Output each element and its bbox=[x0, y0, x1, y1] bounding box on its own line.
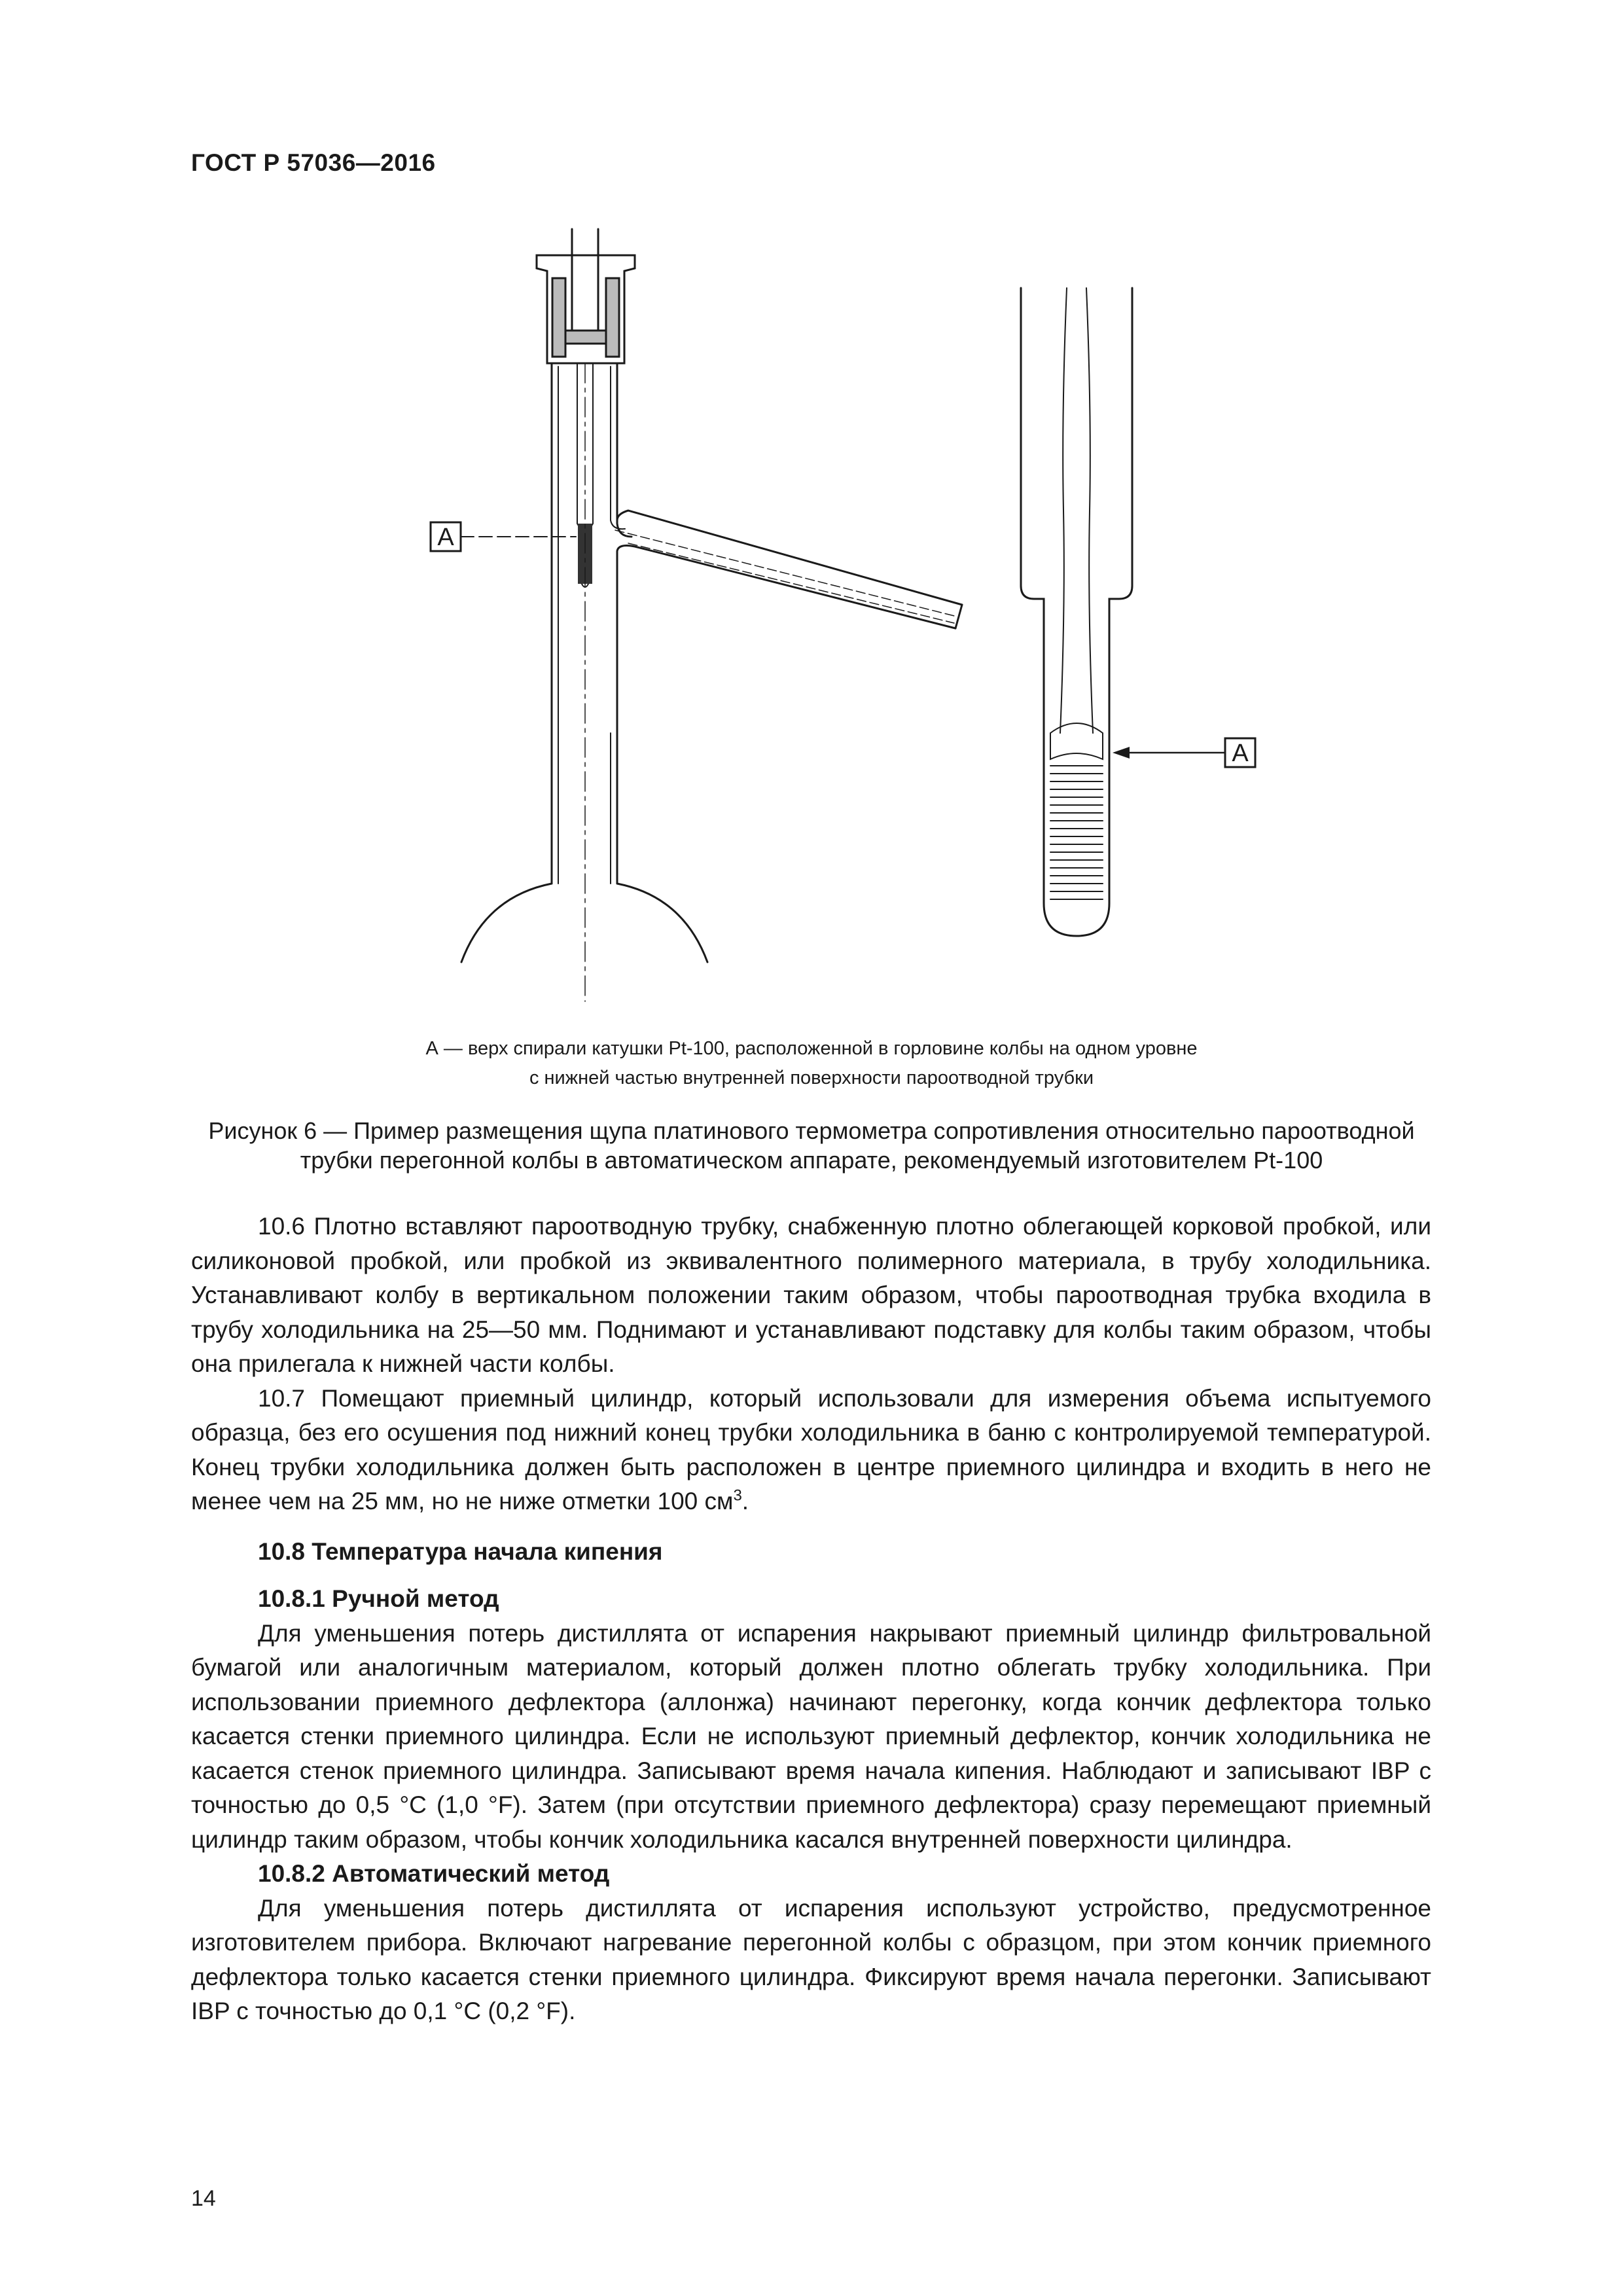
svg-text:A: A bbox=[1232, 740, 1249, 767]
legend-line-1: А — верх спирали катушки Pt-100, расположенной в горловине колбы на одном уровне bbox=[425, 1038, 1198, 1059]
paragraph-10-6: 10.6 Плотно вставляют пароотводную трубку, снабженную плотно облегающей корковой пробкой, или силиконовой пробкой, или пробкой из эквивалентного полимерного материала, в трубу холодильника. Устанавливают колбу в вертикальном положении таким образом, чтобы пароотводная трубка входила в трубу холодильника на 25—50 мм. Поднимают и устанавливают подставку для колбы таким образом, чтобы она прилегала к нижней части колбы. bbox=[191, 1213, 1431, 1377]
legend-line-2: с нижней частью внутренней поверхности пароотводной трубки bbox=[529, 1067, 1094, 1088]
distillation-flask bbox=[460, 229, 962, 1021]
probe-detail-view bbox=[1021, 288, 1132, 936]
caption-line-1: Рисунок 6 — Пример размещения щупа платинового термометра сопротивления относительно пароотводной bbox=[208, 1117, 1415, 1144]
figure-6 bbox=[393, 216, 1309, 1021]
body-text bbox=[191, 1210, 1431, 2029]
heading-10-8-2: 10.8.2 Автоматический метод bbox=[258, 1860, 610, 1887]
svg-text:A: A bbox=[437, 524, 454, 551]
superscript-cubic: 3 bbox=[733, 1486, 742, 1505]
flask-thermometer-diagram bbox=[393, 216, 1309, 1021]
callout-a-left bbox=[431, 522, 576, 551]
paragraph-10-7 bbox=[191, 1382, 1431, 1519]
paragraph-10-7-text: 10.7 Помещают приемный цилиндр, который использовали для измерения объема испытуемого образца, без его осушения под нижний конец трубки холодильника в баню с контролируемой температурой. Конец трубки холодильника должен быть расположен в центре приемного цилиндра и входить в него не менее чем на 25 мм, но не ниже отметки 100 см bbox=[191, 1384, 1431, 1515]
vapor-side-tube bbox=[615, 511, 962, 740]
page-number: 14 bbox=[191, 2186, 216, 2211]
flask-bulb bbox=[460, 857, 709, 1021]
figure-legend bbox=[196, 1034, 1427, 1093]
callout-a-right bbox=[1113, 738, 1255, 767]
paragraph-10-8-1: Для уменьшения потерь дистиллята от испарения накрывают приемный цилиндр фильтровальной бумагой или аналогичным материалом, который должен плотно облегать трубку холодильника. При использовании приемного дефлектора (аллонжа) начинают перегонку, когда кончик дефлектора только касается стенки приемного цилиндра. Если не используют приемный дефлектор, кончик холодильника не касается стенок приемного цилиндра. Записывают время начала кипения. Наблюдают и записывают IBP с точностью до 0,5 °С (1,0 °F). Затем (при отсутствии приемного дефлектора) сразу перемещают приемный цилиндр таким образом, чтобы кончик холодильника касался внутренней поверхности цилиндра. bbox=[191, 1619, 1431, 1853]
heading-10-8-1: 10.8.1 Ручной метод bbox=[258, 1585, 499, 1612]
coil-winding bbox=[1050, 766, 1103, 899]
figure-caption bbox=[196, 1116, 1427, 1175]
paragraph-10-8-2: Для уменьшения потерь дистиллята от испарения используют устройство, предусмотренное изготовителем прибора. Включают нагревание перегонной колбы с образцом, при этом кончик приемного дефлектора только касается стенки приемного цилиндра. Фиксируют время начала перегонки. Записывают IBP с точностью до 0,1 °С (0,2 °F). bbox=[191, 1894, 1431, 2024]
heading-10-8: 10.8 Температура начала кипения bbox=[258, 1537, 663, 1565]
caption-line-2: трубки перегонной колбы в автоматическом аппарате, рекомендуемый изготовителем Pt-100 bbox=[300, 1147, 1323, 1174]
paragraph-10-7-end: . bbox=[741, 1488, 749, 1515]
pt100-probe bbox=[577, 363, 593, 1001]
flask-cap-fitting bbox=[537, 255, 635, 363]
document-header: ГОСТ Р 57036—2016 bbox=[191, 149, 436, 176]
